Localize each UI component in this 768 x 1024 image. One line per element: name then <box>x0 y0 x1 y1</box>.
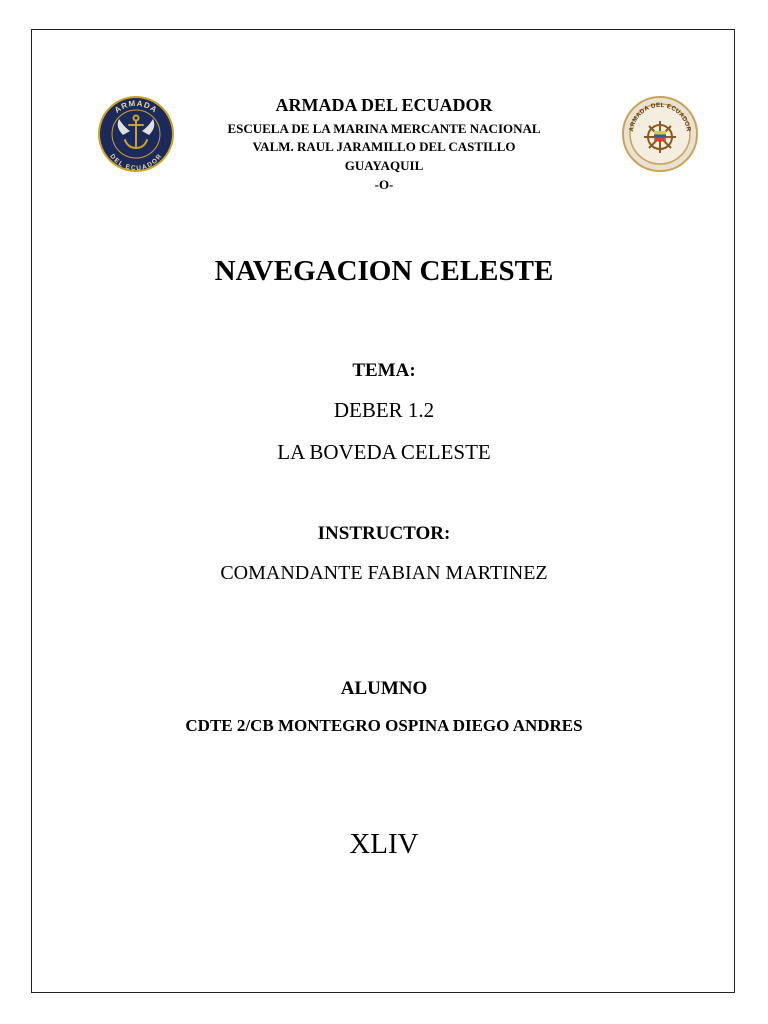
school-namesake: VALM. RAUL JARAMILLO DEL CASTILLO <box>252 139 516 154</box>
instructor-name: COMANDANTE FABIAN MARTINEZ <box>220 562 548 584</box>
instructor-label: INSTRUCTOR: <box>317 523 451 544</box>
school-name: ESCUELA DE LA MARINA MERCANTE NACIONAL <box>227 121 541 136</box>
right-seal-text: ARMADA DEL ECUADOR <box>628 101 692 133</box>
left-seal-text-bottom: DEL ECUADOR <box>108 152 164 173</box>
cohort-number: XLIV <box>349 828 419 860</box>
institution-name: ARMADA DEL ECUADOR <box>275 95 493 115</box>
tema-label: TEMA: <box>352 360 416 381</box>
school-city: GUAYAQUIL <box>344 158 424 173</box>
tema-assignment: DEBER 1.2 <box>333 398 435 422</box>
alumno-label: ALUMNO <box>340 678 428 699</box>
tema-topic: LA BOVEDA CELESTE <box>277 440 491 464</box>
document-title: NAVEGACION CELESTE <box>214 255 554 287</box>
left-seal-text-top: ARMADA <box>112 98 160 115</box>
header-mark: -O- <box>374 177 394 192</box>
alumno-name: CDTE 2/CB MONTEGRO OSPINA DIEGO ANDRES <box>185 716 583 735</box>
